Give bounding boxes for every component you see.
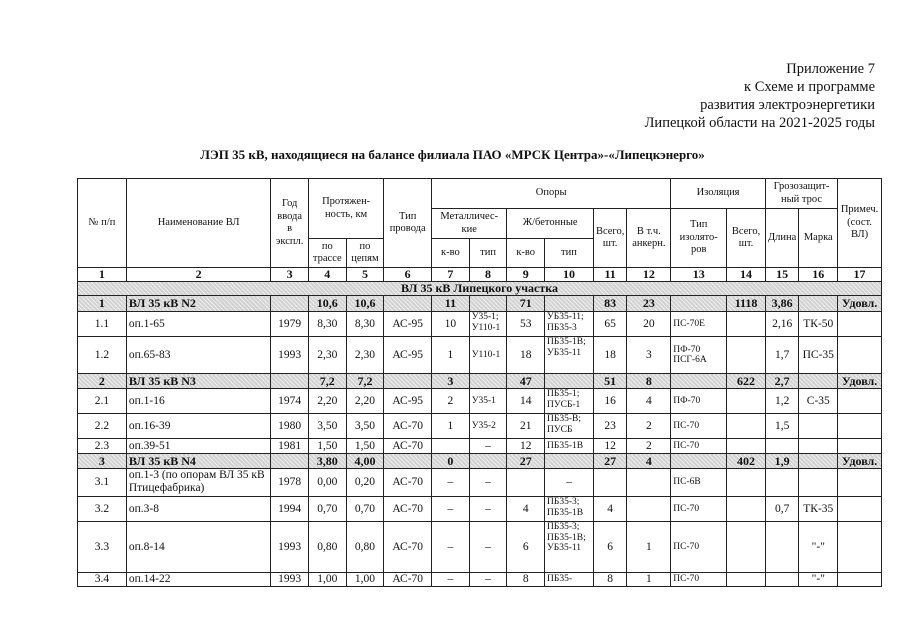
cell-concrete-count: 53 <box>507 312 545 337</box>
cell-ground-mark <box>799 454 838 469</box>
cell-ins-total <box>727 414 766 439</box>
cell-length-circuits: 4,00 <box>346 454 384 469</box>
cell-ground-mark: ТК-50 <box>799 312 838 337</box>
header-supports: Опоры <box>432 179 671 209</box>
cell-metal-count: 10 <box>432 312 470 337</box>
header-metal-type: тип <box>469 239 507 268</box>
header-ground-wire: Грозозащит- ный трос <box>765 179 837 209</box>
cell-concrete-count: 71 <box>507 296 545 312</box>
table-row <box>78 414 882 439</box>
cell-metal-count: 0 <box>432 454 470 469</box>
cell-ground-mark: ТК-35 <box>799 497 838 522</box>
cell-ins-type: ПС-70 <box>671 522 727 573</box>
col-number: 7 <box>432 268 470 282</box>
cell-note <box>838 497 882 522</box>
cell-ground-length <box>765 522 799 573</box>
cell-ground-length: 3,86 <box>765 296 799 312</box>
appendix-line: Приложение 7 <box>786 61 875 77</box>
power-lines-table <box>77 178 882 587</box>
cell-note: Удовл. <box>838 296 882 312</box>
cell-name: оп.65-83 <box>126 337 271 374</box>
cell-concrete-count: 21 <box>507 414 545 439</box>
cell-note <box>838 573 882 587</box>
cell-concrete-count: 6 <box>507 522 545 573</box>
col-number: 17 <box>838 268 882 282</box>
col-number: 8 <box>469 268 507 282</box>
header-concrete-type: тип <box>545 239 594 268</box>
header-concrete: Ж/бетонные <box>507 209 593 239</box>
cell-ins-type: ПФ-70 <box>671 389 727 414</box>
cell-wire <box>384 454 432 469</box>
cell-ground-length: 1,7 <box>765 337 799 374</box>
cell-concrete-count: 18 <box>507 337 545 374</box>
cell-ground-mark: С-35 <box>799 389 838 414</box>
cell-year: 1993 <box>271 337 309 374</box>
cell-anchor: 4 <box>627 389 671 414</box>
cell-note: Удовл. <box>838 374 882 389</box>
cell-anchor: 3 <box>627 337 671 374</box>
cell-ins-total <box>727 312 766 337</box>
cell-metal-count: 1 <box>432 414 470 439</box>
appendix-block <box>645 60 875 132</box>
cell-ins-total <box>727 389 766 414</box>
cell-metal-count: – <box>432 497 470 522</box>
header-note: Примеч. (сост. ВЛ) <box>838 179 882 268</box>
cell-length-circuits: 8,30 <box>346 312 384 337</box>
cell-ins-type: ПС-70 <box>671 414 727 439</box>
cell-metal-count <box>432 439 470 454</box>
cell-ins-total: 622 <box>727 374 766 389</box>
cell-total: 65 <box>593 312 627 337</box>
header-insulation: Изоляция <box>671 179 766 209</box>
cell-ground-mark: "-" <box>799 573 838 587</box>
header-length-circuits: по цепям <box>346 239 384 268</box>
cell-metal-count: 2 <box>432 389 470 414</box>
cell-ground-length: 2,7 <box>765 374 799 389</box>
cell-concrete-count: 4 <box>507 497 545 522</box>
cell-ins-total <box>727 439 766 454</box>
cell-total <box>593 469 627 497</box>
cell-note <box>838 469 882 497</box>
header-year: Год ввода в экспл. <box>271 179 309 268</box>
cell-concrete-type: ПБ35-3; ПБ35-1В; УБ35-11 <box>545 522 594 573</box>
cell-metal-type: – <box>469 522 507 573</box>
table-row <box>78 522 882 573</box>
cell-length-circuits: 1,00 <box>346 573 384 587</box>
cell-metal-type: – <box>469 469 507 497</box>
header-ground-mark: Марка <box>799 209 838 268</box>
cell-wire: АС-95 <box>384 312 432 337</box>
col-number: 9 <box>507 268 545 282</box>
cell-total: 12 <box>593 439 627 454</box>
header-ins-type: Тип изолято- ров <box>671 209 727 268</box>
cell-metal-type: – <box>469 497 507 522</box>
cell-ins-total <box>727 497 766 522</box>
cell-ins-total <box>727 469 766 497</box>
header-num: № п/п <box>78 179 127 268</box>
cell-concrete-count: 47 <box>507 374 545 389</box>
header-length-route: по трассе <box>308 239 346 268</box>
cell-anchor: 4 <box>627 454 671 469</box>
summary-row <box>78 374 882 389</box>
cell-ground-length <box>765 573 799 587</box>
cell-ins-type: ПС-70 <box>671 439 727 454</box>
cell-total: 8 <box>593 573 627 587</box>
cell-ins-total <box>727 573 766 587</box>
cell-metal-type: – <box>469 573 507 587</box>
cell-metal-type <box>469 374 507 389</box>
cell-length-route: 2,30 <box>308 337 346 374</box>
table-row <box>78 389 882 414</box>
cell-num: 2 <box>78 374 127 389</box>
cell-length-circuits: 0,70 <box>346 497 384 522</box>
cell-note: Удовл. <box>838 454 882 469</box>
cell-ins-type: ПС-70 <box>671 497 727 522</box>
cell-metal-type: – <box>469 439 507 454</box>
cell-ground-mark: ПС-35 <box>799 337 838 374</box>
cell-concrete-count: 8 <box>507 573 545 587</box>
cell-ground-length: 1,9 <box>765 454 799 469</box>
cell-anchor <box>627 469 671 497</box>
cell-metal-type <box>469 454 507 469</box>
cell-year: 1979 <box>271 312 309 337</box>
cell-length-route: 0,80 <box>308 522 346 573</box>
cell-length-circuits: 3,50 <box>346 414 384 439</box>
cell-concrete-type <box>545 374 594 389</box>
cell-metal-type: У110-1 <box>469 337 507 374</box>
cell-concrete-type: ПБ35-1; ПУСБ-1 <box>545 389 594 414</box>
cell-ground-mark <box>799 439 838 454</box>
cell-total: 4 <box>593 497 627 522</box>
section-header: ВЛ 35 кВ Липецкого участка <box>78 282 882 296</box>
cell-concrete-type: ПБ35-1В <box>545 439 594 454</box>
cell-ins-type: ПФ-70 ПСГ-6А <box>671 337 727 374</box>
cell-anchor: 2 <box>627 439 671 454</box>
header-wire-type: Тип провода <box>384 179 432 268</box>
cell-ins-total <box>727 337 766 374</box>
cell-length-route: 0,70 <box>308 497 346 522</box>
header-name: Наименование ВЛ <box>126 179 271 268</box>
summary-row <box>78 296 882 312</box>
cell-name: оп.39-51 <box>126 439 271 454</box>
cell-metal-type <box>469 296 507 312</box>
cell-total: 23 <box>593 414 627 439</box>
col-number: 14 <box>727 268 766 282</box>
cell-concrete-type <box>545 454 594 469</box>
cell-ins-total <box>727 522 766 573</box>
table-row <box>78 497 882 522</box>
cell-length-route: 2,20 <box>308 389 346 414</box>
cell-year: 1978 <box>271 469 309 497</box>
summary-row <box>78 454 882 469</box>
cell-length-circuits: 0,80 <box>346 522 384 573</box>
cell-ins-type <box>671 374 727 389</box>
cell-year <box>271 454 309 469</box>
cell-anchor: 1 <box>627 573 671 587</box>
column-number-row <box>78 268 882 282</box>
cell-num: 1.2 <box>78 337 127 374</box>
col-number: 1 <box>78 268 127 282</box>
cell-num: 3 <box>78 454 127 469</box>
cell-total: 27 <box>593 454 627 469</box>
cell-note <box>838 439 882 454</box>
cell-length-circuits: 0,20 <box>346 469 384 497</box>
col-number: 11 <box>593 268 627 282</box>
cell-name: оп.14-22 <box>126 573 271 587</box>
cell-concrete-type: УБ35-11; ПБ35-3 <box>545 312 594 337</box>
appendix-line: развития электроэнергетики <box>700 97 875 113</box>
cell-name: ВЛ 35 кВ N3 <box>126 374 271 389</box>
cell-ground-length: 1,2 <box>765 389 799 414</box>
col-number: 16 <box>799 268 838 282</box>
cell-anchor: 8 <box>627 374 671 389</box>
col-number: 5 <box>346 268 384 282</box>
cell-anchor: 1 <box>627 522 671 573</box>
cell-note <box>838 414 882 439</box>
col-number: 4 <box>308 268 346 282</box>
col-number: 15 <box>765 268 799 282</box>
col-number: 6 <box>384 268 432 282</box>
cell-length-route: 7,2 <box>308 374 346 389</box>
header-ins-total: Всего, шт. <box>727 209 766 268</box>
cell-ground-length: 2,16 <box>765 312 799 337</box>
cell-total: 51 <box>593 374 627 389</box>
cell-name: оп.8-14 <box>126 522 271 573</box>
col-number: 10 <box>545 268 594 282</box>
cell-year: 1974 <box>271 389 309 414</box>
cell-year <box>271 296 309 312</box>
cell-year <box>271 374 309 389</box>
cell-length-circuits: 7,2 <box>346 374 384 389</box>
cell-metal-count: 11 <box>432 296 470 312</box>
cell-wire: АС-70 <box>384 469 432 497</box>
cell-wire: АС-70 <box>384 497 432 522</box>
header-length: Протяжен- ность, км <box>308 179 383 239</box>
cell-ground-mark: "-" <box>799 522 838 573</box>
cell-ins-type: ПС-70 <box>671 573 727 587</box>
cell-year: 1994 <box>271 497 309 522</box>
cell-name: оп.1-3 (по опорам ВЛ 35 кВ Птицефабрика) <box>126 469 271 497</box>
cell-metal-count: 3 <box>432 374 470 389</box>
cell-concrete-type: – <box>545 469 594 497</box>
cell-length-circuits: 10,6 <box>346 296 384 312</box>
cell-note <box>838 389 882 414</box>
cell-total: 16 <box>593 389 627 414</box>
cell-ins-type: ПС-70Е <box>671 312 727 337</box>
cell-length-route: 3,80 <box>308 454 346 469</box>
cell-note <box>838 337 882 374</box>
appendix-line: к Схеме и программе <box>744 79 875 95</box>
cell-name: оп.3-8 <box>126 497 271 522</box>
cell-year: 1993 <box>271 573 309 587</box>
table-row <box>78 469 882 497</box>
cell-concrete-type <box>545 296 594 312</box>
cell-length-route: 3,50 <box>308 414 346 439</box>
cell-total: 83 <box>593 296 627 312</box>
cell-num: 2.1 <box>78 389 127 414</box>
cell-ins-type <box>671 296 727 312</box>
cell-metal-count: – <box>432 469 470 497</box>
cell-name: ВЛ 35 кВ N2 <box>126 296 271 312</box>
cell-concrete-count: 14 <box>507 389 545 414</box>
cell-ground-mark <box>799 374 838 389</box>
cell-ground-length <box>765 439 799 454</box>
col-number: 3 <box>271 268 309 282</box>
cell-ground-mark <box>799 296 838 312</box>
cell-num: 3.2 <box>78 497 127 522</box>
cell-metal-count: – <box>432 522 470 573</box>
cell-wire <box>384 296 432 312</box>
cell-anchor: 23 <box>627 296 671 312</box>
cell-name: оп.1-16 <box>126 389 271 414</box>
cell-num: 3.3 <box>78 522 127 573</box>
cell-num: 3.4 <box>78 573 127 587</box>
cell-ground-mark <box>799 469 838 497</box>
appendix-line: Липецкой области на 2021-2025 годы <box>644 115 875 131</box>
cell-wire: АС-95 <box>384 389 432 414</box>
cell-wire: АС-70 <box>384 414 432 439</box>
cell-metal-type: У35-1 <box>469 389 507 414</box>
cell-length-route: 1,00 <box>308 573 346 587</box>
cell-wire: АС-95 <box>384 337 432 374</box>
cell-year: 1981 <box>271 439 309 454</box>
col-number: 2 <box>126 268 271 282</box>
cell-ground-length: 1,5 <box>765 414 799 439</box>
cell-length-route: 8,30 <box>308 312 346 337</box>
cell-wire <box>384 374 432 389</box>
cell-length-route: 10,6 <box>308 296 346 312</box>
cell-ins-total: 1118 <box>727 296 766 312</box>
cell-num: 2.3 <box>78 439 127 454</box>
cell-ins-type: ПС-6В <box>671 469 727 497</box>
cell-anchor <box>627 497 671 522</box>
table-row <box>78 439 882 454</box>
cell-metal-type: У35-1; У110-1 <box>469 312 507 337</box>
header-total: Всего, шт. <box>593 209 627 268</box>
col-number: 12 <box>627 268 671 282</box>
cell-length-route: 1,50 <box>308 439 346 454</box>
cell-length-circuits: 2,20 <box>346 389 384 414</box>
cell-name: ВЛ 35 кВ N4 <box>126 454 271 469</box>
cell-length-route: 0,00 <box>308 469 346 497</box>
cell-wire: АС-70 <box>384 573 432 587</box>
cell-length-circuits: 2,30 <box>346 337 384 374</box>
cell-year: 1993 <box>271 522 309 573</box>
cell-concrete-count: 12 <box>507 439 545 454</box>
cell-metal-type: У35-2 <box>469 414 507 439</box>
cell-num: 1 <box>78 296 127 312</box>
cell-concrete-count <box>507 469 545 497</box>
cell-concrete-count: 27 <box>507 454 545 469</box>
cell-note <box>838 522 882 573</box>
header-metal: Металличес- кие <box>432 209 507 239</box>
col-number: 13 <box>671 268 727 282</box>
cell-total: 18 <box>593 337 627 374</box>
cell-ins-type <box>671 454 727 469</box>
header-ground-length: Длина <box>765 209 799 268</box>
table-row <box>78 312 882 337</box>
cell-length-circuits: 1,50 <box>346 439 384 454</box>
cell-wire: АС-70 <box>384 522 432 573</box>
header-anchor: В т.ч. анкерн. <box>627 209 671 268</box>
cell-anchor: 2 <box>627 414 671 439</box>
cell-metal-count: – <box>432 573 470 587</box>
table-row <box>78 573 882 587</box>
cell-name: оп.16-39 <box>126 414 271 439</box>
document-title: ЛЭП 35 кВ, находящиеся на балансе филиала ПАО «МРСК Центра»-«Липецкэнерго» <box>200 147 705 162</box>
cell-total: 6 <box>593 522 627 573</box>
cell-ins-total: 402 <box>727 454 766 469</box>
cell-metal-count: 1 <box>432 337 470 374</box>
cell-anchor: 20 <box>627 312 671 337</box>
cell-num: 3.1 <box>78 469 127 497</box>
cell-year: 1980 <box>271 414 309 439</box>
cell-concrete-type: ПБ35- <box>545 573 594 587</box>
header-concrete-count: к-во <box>507 239 545 268</box>
table-row <box>78 337 882 374</box>
cell-concrete-type: ПБ35-3; ПБ35-1В <box>545 497 594 522</box>
cell-wire: АС-70 <box>384 439 432 454</box>
cell-num: 1.1 <box>78 312 127 337</box>
cell-ground-length: 0,7 <box>765 497 799 522</box>
cell-num: 2.2 <box>78 414 127 439</box>
header-metal-count: к-во <box>432 239 470 268</box>
cell-concrete-type: ПБ35-1В; УБ35-11 <box>545 337 594 374</box>
cell-ground-length <box>765 469 799 497</box>
cell-ground-mark <box>799 414 838 439</box>
cell-name: оп.1-65 <box>126 312 271 337</box>
cell-concrete-type: ПБ35-В; ПУСБ <box>545 414 594 439</box>
cell-note <box>838 312 882 337</box>
